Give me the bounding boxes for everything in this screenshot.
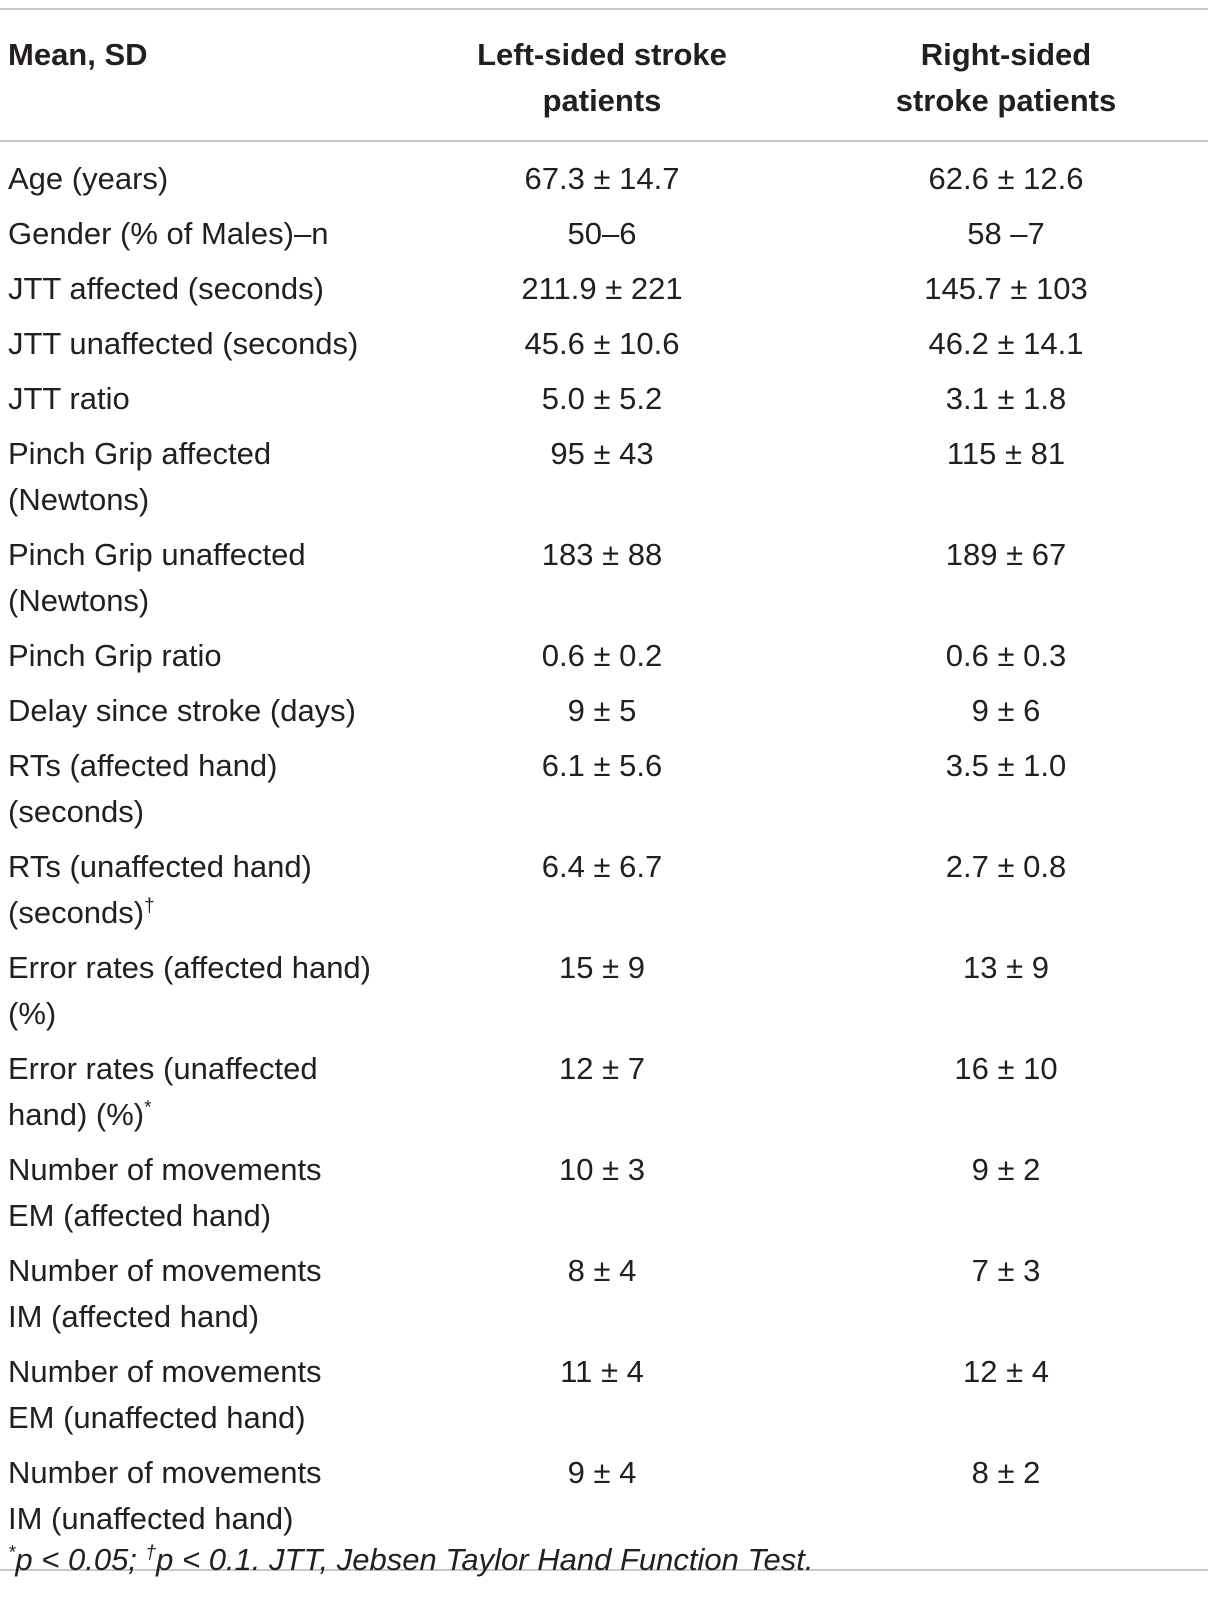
cell-right-sided: 16 ± 10	[954, 1051, 1058, 1086]
cell-left-sided: 15 ± 9	[559, 950, 645, 985]
row-label	[0, 1147, 400, 1248]
row-label-line: EM (affected hand)	[8, 1198, 272, 1233]
header-right-sided	[804, 10, 1208, 140]
cell-right-sided: 7 ± 3	[971, 1253, 1041, 1288]
row-label	[0, 1349, 400, 1450]
cell-right-sided: 8 ± 2	[971, 1455, 1041, 1490]
data-table	[0, 10, 1208, 140]
cell-right-sided: 9 ± 2	[971, 1152, 1041, 1187]
cell-left-sided: 67.3 ± 14.7	[524, 161, 680, 196]
row-label-line: Pinch Grip affected	[8, 436, 272, 471]
cell-left-sided: 0.6 ± 0.2	[541, 638, 663, 673]
cell-right-sided: 2.7 ± 0.8	[945, 849, 1067, 884]
cell-right-sided: 3.1 ± 1.8	[945, 381, 1067, 416]
cell-left-sided: 211.9 ± 221	[521, 271, 683, 306]
header-right-line-2: stroke patients	[895, 83, 1117, 118]
cell-right-sided: 3.5 ± 1.0	[945, 748, 1067, 783]
cell-left-sided: 5.0 ± 5.2	[541, 381, 663, 416]
cell-left-sided: 10 ± 3	[559, 1152, 645, 1187]
table-row	[0, 1147, 1208, 1248]
table-row	[0, 321, 1208, 376]
cell-left-sided: 11 ± 4	[560, 1354, 644, 1389]
footnote-dagger: †	[145, 1542, 157, 1564]
row-label-line: EM (unaffected hand)	[8, 1400, 306, 1435]
footnote-star: *	[8, 1542, 16, 1564]
data-table-body	[0, 142, 1208, 1569]
row-label-line: (Newtons)	[8, 583, 150, 618]
row-label	[0, 633, 400, 688]
cell-right-sided: 62.6 ± 12.6	[928, 161, 1084, 196]
table-row	[0, 211, 1208, 266]
row-label-line: IM (affected hand)	[8, 1299, 260, 1334]
row-label-line: Number of movements	[8, 1455, 322, 1490]
row-label-text: JTT ratio	[8, 381, 130, 416]
row-label	[0, 376, 400, 431]
row-label	[0, 844, 400, 945]
row-label	[0, 142, 400, 211]
header-mean-sd: Mean, SD	[8, 37, 148, 72]
table-row	[0, 743, 1208, 844]
table-row	[0, 1046, 1208, 1147]
row-label-line: IM (unaffected hand)	[8, 1501, 294, 1536]
row-label	[0, 1248, 400, 1349]
cell-right-sided: 0.6 ± 0.3	[945, 638, 1067, 673]
row-label	[0, 743, 400, 844]
row-label-line: RTs (affected hand)	[8, 748, 278, 783]
table-row	[0, 266, 1208, 321]
row-label-text: JTT unaffected (seconds)	[8, 326, 359, 361]
table-row	[0, 376, 1208, 431]
row-label-line: Error rates (affected hand)	[8, 950, 371, 985]
table-row	[0, 431, 1208, 532]
table-row	[0, 532, 1208, 633]
header-row	[0, 10, 1208, 140]
cell-right-sided: 12 ± 4	[963, 1354, 1049, 1389]
cell-left-sided: 9 ± 4	[567, 1455, 637, 1490]
row-label-line: (%)	[8, 996, 57, 1031]
cell-left-sided: 50–6	[567, 216, 637, 251]
header-left-line-2: patients	[542, 83, 662, 118]
data-table-container	[0, 8, 1208, 1571]
row-label	[0, 688, 400, 743]
row-label-text: JTT affected (seconds)	[8, 271, 324, 306]
row-label	[0, 321, 400, 376]
table-row	[0, 945, 1208, 1046]
table-row	[0, 1248, 1208, 1349]
table-row	[0, 633, 1208, 688]
cell-right-sided: 58 –7	[967, 216, 1045, 251]
table-row	[0, 844, 1208, 945]
header-right-line-1: Right-sided	[920, 37, 1092, 72]
cell-left-sided: 95 ± 43	[550, 436, 654, 471]
row-label-text: Gender (% of Males)–n	[8, 216, 329, 251]
cell-left-sided: 9 ± 5	[567, 693, 637, 728]
row-label-text: Delay since stroke (days)	[8, 693, 357, 728]
row-label-line: (Newtons)	[8, 482, 150, 517]
cell-right-sided: 46.2 ± 14.1	[928, 326, 1084, 361]
row-label-line: Number of movements	[8, 1253, 322, 1288]
row-label	[0, 266, 400, 321]
header-left-line-1: Left-sided stroke	[477, 37, 727, 72]
cell-right-sided: 9 ± 6	[971, 693, 1041, 728]
cell-left-sided: 12 ± 7	[559, 1051, 645, 1086]
row-label-line: RTs (unaffected hand)	[8, 849, 312, 884]
row-label	[0, 431, 400, 532]
table-row	[0, 1349, 1208, 1450]
row-label-line: hand) (%)	[8, 1097, 145, 1132]
cell-right-sided: 145.7 ± 103	[924, 271, 1088, 306]
cell-left-sided: 45.6 ± 10.6	[524, 326, 680, 361]
footnote-p2: p < 0.1. JTT, Jebsen Taylor Hand Function Test.	[156, 1542, 814, 1577]
cell-right-sided: 13 ± 9	[963, 950, 1049, 985]
table-footnote	[8, 1538, 814, 1582]
row-label-line: Pinch Grip unaffected	[8, 537, 306, 572]
table-row	[0, 142, 1208, 211]
row-significance-mark: †	[144, 895, 155, 917]
row-label	[0, 532, 400, 633]
cell-left-sided: 6.1 ± 5.6	[541, 748, 663, 783]
cell-right-sided: 189 ± 67	[945, 537, 1067, 572]
cell-left-sided: 6.4 ± 6.7	[541, 849, 663, 884]
row-label-line: (seconds)	[8, 895, 145, 930]
row-label-text: Pinch Grip ratio	[8, 638, 222, 673]
row-label	[0, 1046, 400, 1147]
footnote-p1: p < 0.05;	[15, 1542, 146, 1577]
row-label-line: Error rates (unaffected	[8, 1051, 318, 1086]
row-label-line: Number of movements	[8, 1354, 322, 1389]
row-label-text: Age (years)	[8, 161, 169, 196]
table-body	[0, 142, 1208, 1569]
row-label	[0, 211, 400, 266]
row-label	[0, 945, 400, 1046]
cell-left-sided: 183 ± 88	[541, 537, 663, 572]
cell-right-sided: 115 ± 81	[946, 436, 1066, 471]
cell-left-sided: 8 ± 4	[567, 1253, 637, 1288]
header-left-sided	[400, 10, 804, 140]
row-significance-mark: *	[144, 1097, 152, 1119]
table-row	[0, 688, 1208, 743]
row-label-line: Number of movements	[8, 1152, 322, 1187]
row-label-line: (seconds)	[8, 794, 145, 829]
